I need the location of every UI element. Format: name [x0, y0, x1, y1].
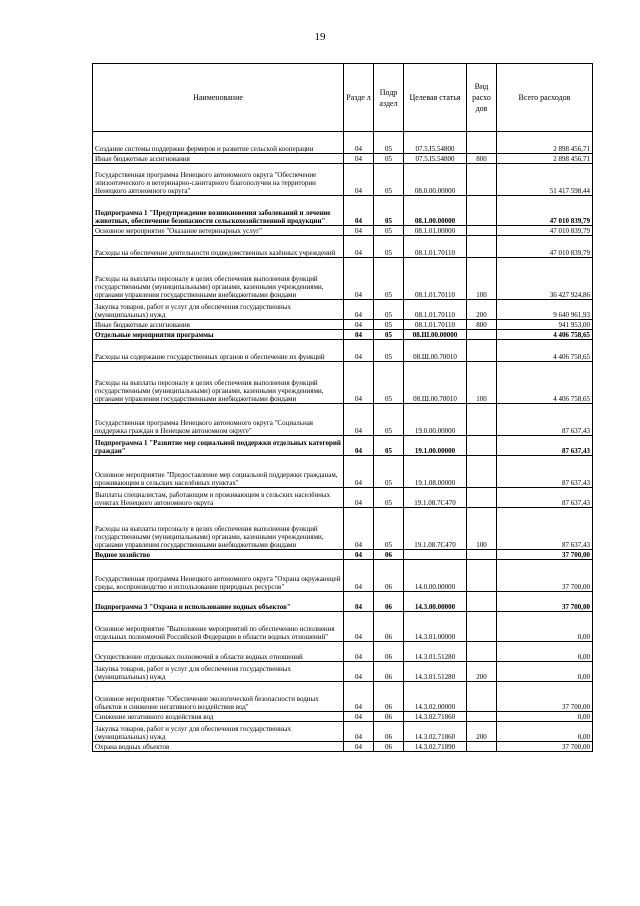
table-row: [93, 642, 593, 662]
table-row: [93, 436, 593, 456]
row-name: Иные бюджетные ассигнования: [93, 154, 344, 164]
row-expense-type: 200: [467, 300, 497, 320]
header-name: Наименование: [93, 64, 344, 132]
row-section: 04: [344, 508, 374, 550]
row-target-item: 08.1.01.00000: [404, 226, 467, 236]
row-target-item: 14.0.00.00000: [404, 560, 467, 592]
table-row: [93, 340, 593, 362]
row-target-item: 08.1.00.00000: [404, 196, 467, 226]
row-name: Расходы на обеспечение деятельности подведомственных казённых учреждений: [93, 236, 344, 258]
row-expense-type: [467, 196, 497, 226]
row-subsection: 05: [374, 456, 404, 488]
table-row: [93, 154, 593, 164]
row-target-item: 14.3.00.00000: [404, 592, 467, 612]
row-subsection: 06: [374, 722, 404, 742]
row-total: 0,00: [497, 612, 593, 642]
row-total: 37 700,00: [497, 560, 593, 592]
page-number: 19: [314, 31, 326, 43]
row-subsection: 05: [374, 154, 404, 164]
row-target-item: 08.1.01.70110: [404, 258, 467, 300]
row-name: Подпрограмма 3 "Охрана и использование водных объектов": [93, 592, 344, 612]
row-name: Водное хозяйство: [93, 550, 344, 560]
row-name: Отдельные мероприятия программы: [93, 330, 344, 340]
row-total: 37 700,00: [497, 682, 593, 712]
row-section: 04: [344, 196, 374, 226]
row-total: 51 417 598,44: [497, 164, 593, 196]
row-total: 47 010 839,79: [497, 196, 593, 226]
table-row: [93, 164, 593, 196]
header-expense-type: Вид расхо дов: [467, 64, 497, 132]
row-target-item: 14.3.02.71860: [404, 722, 467, 742]
row-expense-type: [467, 456, 497, 488]
row-subsection: 06: [374, 742, 404, 752]
row-name: Расходы на содержание государственных органов и обеспечение их функций: [93, 340, 344, 362]
row-name: Закупка товаров, работ и услуг для обеспечения государственных (муниципальных) нужд: [93, 722, 344, 742]
row-expense-type: [467, 682, 497, 712]
row-total: 2 898 456,71: [497, 132, 593, 154]
row-target-item: 14.3.01.51280: [404, 642, 467, 662]
row-subsection: 05: [374, 300, 404, 320]
row-expense-type: [467, 550, 497, 560]
row-expense-type: [467, 560, 497, 592]
table-row: [93, 682, 593, 712]
row-total: 4 406 758,65: [497, 362, 593, 404]
row-name: Основное мероприятие "Выполнение мероприятий по обеспечению исполнения отдельных полномочий Российской Федерации в области водных отношений": [93, 612, 344, 642]
row-expense-type: [467, 226, 497, 236]
row-section: 04: [344, 436, 374, 456]
row-name: Снижение негативного воздействия вод: [93, 712, 344, 722]
row-expense-type: 800: [467, 320, 497, 330]
row-target-item: 19.1.08.7С470: [404, 508, 467, 550]
row-target-item: 19.1.08.7С470: [404, 488, 467, 508]
table-row: [93, 742, 593, 752]
row-total: 0,00: [497, 662, 593, 682]
row-total: 4 406 758,65: [497, 340, 593, 362]
table-row: [93, 560, 593, 592]
row-subsection: 06: [374, 560, 404, 592]
row-subsection: 06: [374, 612, 404, 642]
row-subsection: 05: [374, 340, 404, 362]
table-row: [93, 320, 593, 330]
table-row: [93, 196, 593, 226]
row-section: 04: [344, 362, 374, 404]
row-expense-type: [467, 236, 497, 258]
table-row: [93, 456, 593, 488]
row-total: 87 637,43: [497, 404, 593, 436]
row-total: 37 700,00: [497, 742, 593, 752]
row-subsection: 05: [374, 226, 404, 236]
row-name: Подпрограмма 1 "Предупреждение возникновения заболеваний и лечение животных, обеспечение безопасности сельскохозяйственной продукции": [93, 196, 344, 226]
row-name: Выплаты специалистам, работающим и проживающим в сельских населённых пунктах Ненецкого автономного округа: [93, 488, 344, 508]
row-total: 4 406 758,65: [497, 330, 593, 340]
table-row: [93, 550, 593, 560]
table-row: [93, 258, 593, 300]
row-target-item: 08.1.01.70110: [404, 300, 467, 320]
table-row: [93, 362, 593, 404]
header-section: Разде л: [344, 64, 374, 132]
table-row: [93, 712, 593, 722]
row-name: Осуществление отдельных полномочий в области водных отношений: [93, 642, 344, 662]
row-section: 04: [344, 320, 374, 330]
row-section: 04: [344, 682, 374, 712]
row-subsection: 06: [374, 712, 404, 722]
row-section: 04: [344, 300, 374, 320]
table-row: [93, 236, 593, 258]
row-section: 04: [344, 612, 374, 642]
row-subsection: 05: [374, 258, 404, 300]
row-name: Государственная программа Ненецкого автономного округа "Охрана окружающей среды, воспроизводство и использование природных ресурсов": [93, 560, 344, 592]
row-subsection: 05: [374, 362, 404, 404]
row-name: Основное мероприятие "Обеспечение экологической безопасности водных объектов и снижение негативного воздействия вод": [93, 682, 344, 712]
row-expense-type: [467, 612, 497, 642]
row-target-item: 08.Ш.00.00000: [404, 330, 467, 340]
row-subsection: 05: [374, 236, 404, 258]
row-section: 04: [344, 456, 374, 488]
row-expense-type: [467, 132, 497, 154]
expenditure-table: [92, 63, 593, 752]
row-target-item: 08.Ш.00.70010: [404, 362, 467, 404]
row-subsection: 05: [374, 488, 404, 508]
row-name: Подпрограмма 1 "Развитие мер социальной поддержки отдельных категорий граждан": [93, 436, 344, 456]
row-name: Основное мероприятие "Оказание ветеринарных услуг": [93, 226, 344, 236]
row-expense-type: [467, 330, 497, 340]
row-target-item: 14.3.01.51280: [404, 662, 467, 682]
row-total: 47 010 839,79: [497, 226, 593, 236]
row-name: Охрана водных объектов: [93, 742, 344, 752]
row-name: Расходы на выплаты персоналу в целях обеспечения выполнения функций государственными (муниципальными) органами, казенными учреждениями, органами управления государственными внебюджетными фондами: [93, 362, 344, 404]
row-subsection: 05: [374, 320, 404, 330]
row-target-item: 08.Ш.00.70010: [404, 340, 467, 362]
row-name: Государственная программа Ненецкого автономного округа "Социальная поддержка граждан в Ненецком автономном округе": [93, 404, 344, 436]
table-row: [93, 722, 593, 742]
row-section: 04: [344, 258, 374, 300]
table-row: [93, 404, 593, 436]
row-subsection: 05: [374, 164, 404, 196]
row-target-item: 14.3.02.00000: [404, 682, 467, 712]
row-target-item: 07.5.I5.54800: [404, 132, 467, 154]
row-total: 941 953,00: [497, 320, 593, 330]
table-row: [93, 592, 593, 612]
table-row: [93, 662, 593, 682]
row-total: 47 010 839,79: [497, 236, 593, 258]
row-expense-type: [467, 164, 497, 196]
row-expense-type: [467, 642, 497, 662]
row-subsection: 05: [374, 330, 404, 340]
row-section: 04: [344, 404, 374, 436]
row-section: 04: [344, 560, 374, 592]
row-target-item: 08.1.01.70110: [404, 320, 467, 330]
row-section: 04: [344, 550, 374, 560]
row-subsection: 06: [374, 682, 404, 712]
row-total: 36 427 924,86: [497, 258, 593, 300]
table-row: [93, 488, 593, 508]
row-section: 04: [344, 662, 374, 682]
row-name: Расходы на выплаты персоналу в целях обеспечения выполнения функций государственными (муниципальными) органами, казенными учреждениями, органами управления государственными внебюджетными фондами: [93, 258, 344, 300]
row-expense-type: [467, 340, 497, 362]
row-subsection: 05: [374, 508, 404, 550]
row-subsection: 05: [374, 132, 404, 154]
row-total: 87 637,43: [497, 456, 593, 488]
row-section: 04: [344, 154, 374, 164]
row-subsection: 06: [374, 662, 404, 682]
row-expense-type: 100: [467, 508, 497, 550]
row-name: Государственная программа Ненецкого автономного округа "Обеспечение эпизоотического и ветеринарно-санитарного благополучия на территории Ненецкого автономного округа": [93, 164, 344, 196]
header-subsection: Подр аздел: [374, 64, 404, 132]
header-target-item: Целевая статья: [404, 64, 467, 132]
row-target-item: 19.0.00.00000: [404, 404, 467, 436]
row-subsection: 05: [374, 436, 404, 456]
row-target-item: 08.0.00.00000: [404, 164, 467, 196]
row-total: 37 700,00: [497, 550, 593, 560]
row-total: 87 637,43: [497, 436, 593, 456]
row-name: Создание системы поддержки фермеров и развитие сельской кооперации: [93, 132, 344, 154]
table-header-row: [93, 64, 593, 132]
row-subsection: 06: [374, 550, 404, 560]
table-row: [93, 612, 593, 642]
row-section: 04: [344, 226, 374, 236]
row-subsection: 05: [374, 404, 404, 436]
row-total: 37 700,00: [497, 592, 593, 612]
table-row: [93, 226, 593, 236]
row-section: 04: [344, 236, 374, 258]
row-total: 0,00: [497, 642, 593, 662]
row-total: 0,00: [497, 722, 593, 742]
table-row: [93, 300, 593, 320]
row-section: 04: [344, 592, 374, 612]
row-section: 04: [344, 488, 374, 508]
row-section: 04: [344, 132, 374, 154]
row-target-item: 08.1.01.70110: [404, 236, 467, 258]
row-subsection: 06: [374, 592, 404, 612]
row-total: 2 898 456,71: [497, 154, 593, 164]
table-row: [93, 508, 593, 550]
row-section: 04: [344, 340, 374, 362]
row-subsection: 05: [374, 196, 404, 226]
row-expense-type: [467, 592, 497, 612]
row-section: 04: [344, 330, 374, 340]
row-name: Закупка товаров, работ и услуг для обеспечения государственных (муниципальных) нужд: [93, 300, 344, 320]
row-target-item: 19.1.00.00000: [404, 436, 467, 456]
row-expense-type: [467, 712, 497, 722]
row-expense-type: [467, 488, 497, 508]
row-expense-type: [467, 436, 497, 456]
row-expense-type: 100: [467, 362, 497, 404]
row-expense-type: 200: [467, 662, 497, 682]
row-section: 04: [344, 742, 374, 752]
table-row: [93, 330, 593, 340]
row-section: 04: [344, 712, 374, 722]
row-total: 9 640 961,93: [497, 300, 593, 320]
row-expense-type: 200: [467, 722, 497, 742]
row-target-item: 14.3.02.71890: [404, 742, 467, 752]
row-total: 87 637,43: [497, 508, 593, 550]
row-subsection: 06: [374, 642, 404, 662]
row-target-item: 14.3.01.00000: [404, 612, 467, 642]
row-expense-type: [467, 742, 497, 752]
row-target-item: 14.3.02.71860: [404, 712, 467, 722]
row-total: 87 637,43: [497, 488, 593, 508]
row-expense-type: 800: [467, 154, 497, 164]
row-name: Расходы на выплаты персоналу в целях обеспечения выполнения функций государственными (муниципальными) органами, казенными учреждениями, органами управления государственными внебюджетными фондами: [93, 508, 344, 550]
row-section: 04: [344, 164, 374, 196]
table-row: [93, 132, 593, 154]
row-expense-type: [467, 404, 497, 436]
row-total: 0,00: [497, 712, 593, 722]
row-name: Основное мероприятие "Предоставление мер социальной поддержки гражданам, проживающим в сельских населённых пунктах": [93, 456, 344, 488]
header-total: Всего расходов: [497, 64, 593, 132]
row-target-item: 07.5.I5.54800: [404, 154, 467, 164]
row-section: 04: [344, 642, 374, 662]
row-section: 04: [344, 722, 374, 742]
row-name: Закупка товаров, работ и услуг для обеспечения государственных (муниципальных) нужд: [93, 662, 344, 682]
row-expense-type: 100: [467, 258, 497, 300]
row-target-item: [404, 550, 467, 560]
row-target-item: 19.1.08.00000: [404, 456, 467, 488]
row-name: Иные бюджетные ассигнования: [93, 320, 344, 330]
